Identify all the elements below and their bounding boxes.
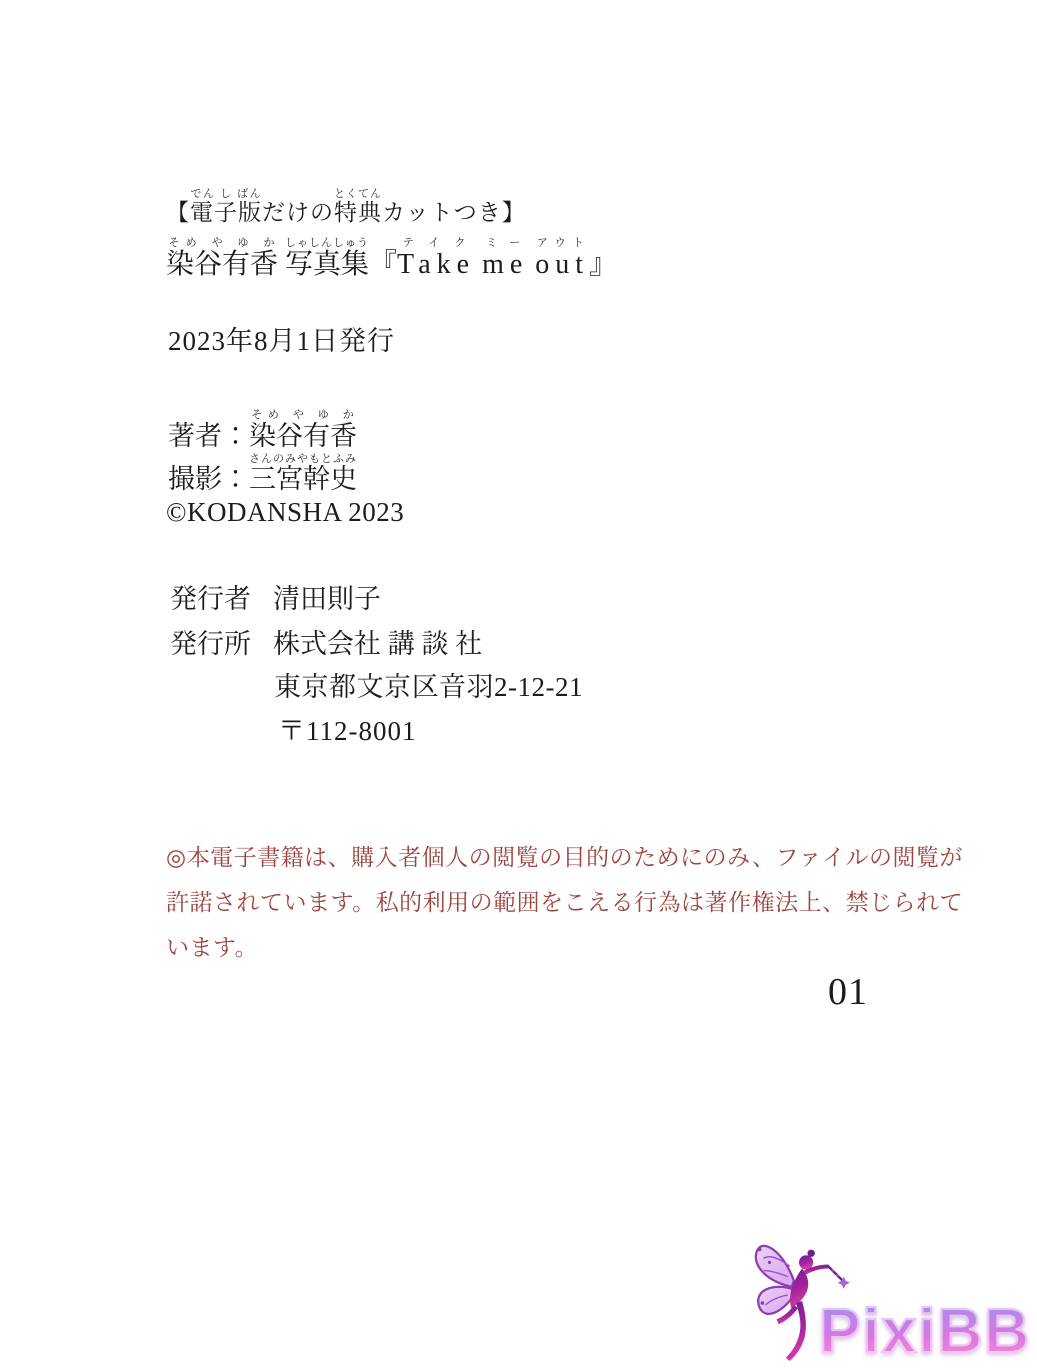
ruby-text: でん し ばん xyxy=(190,188,262,200)
notice-line: 許諾されています。私的利用の範囲をこえる行為は著作権法上、禁じられて xyxy=(166,890,964,915)
quote-close: 』 xyxy=(589,249,618,280)
ruby-text: アウト xyxy=(535,237,590,249)
author-label: 著者： xyxy=(168,421,249,451)
copyright-line: ©KODANSHA 2023 xyxy=(166,497,405,527)
space xyxy=(475,249,482,280)
ruby-segment xyxy=(249,409,357,451)
plain-segment: カットつき】 xyxy=(382,200,526,225)
photographer-name: 三宮幹史 xyxy=(249,464,357,494)
book-title xyxy=(166,237,617,281)
ruby-text: テイク xyxy=(397,237,476,249)
publisher-company-label: 発行所 xyxy=(170,629,251,659)
photographer-credit xyxy=(168,453,357,495)
notice-line: います。 xyxy=(166,935,259,960)
plain-segment: だけの xyxy=(262,200,334,225)
publisher-person-label: 発行者 xyxy=(170,584,251,614)
ruby-text: しゃしんしゅう xyxy=(285,237,370,249)
pixibb-watermark xyxy=(749,1236,1031,1366)
ruby-base: 電子版 xyxy=(190,200,262,225)
ruby-text: そめ や ゆ か xyxy=(249,409,357,421)
ruby-segment xyxy=(166,237,279,280)
publication-date: 2023年8月1日発行 xyxy=(168,326,395,356)
ruby-segment xyxy=(482,237,529,280)
copyright-notice xyxy=(166,835,963,970)
edition-note xyxy=(166,188,526,226)
ruby-text: ミー xyxy=(482,237,529,249)
bracket-open: 【 xyxy=(166,200,190,225)
page-number: 01 xyxy=(828,971,868,1013)
ruby-base: out xyxy=(535,249,590,280)
publisher-company-value: 株式会社 講 談 社 xyxy=(273,629,483,659)
ruby-segment xyxy=(397,237,476,280)
ruby-text: そめ や ゆ か xyxy=(166,237,279,249)
ruby-segment xyxy=(249,453,357,494)
quote-open: 『 xyxy=(369,249,398,280)
publisher-postal-code: 〒112-8001 xyxy=(278,716,417,746)
author-name: 染谷有香 xyxy=(249,421,357,451)
publisher-company-row xyxy=(170,629,482,660)
ruby-segment xyxy=(535,237,590,280)
ruby-segment xyxy=(190,188,262,225)
ruby-base: 写真集 xyxy=(285,249,370,280)
ruby-base: 染谷有香 xyxy=(166,249,279,280)
publisher-person-row xyxy=(170,584,381,615)
publisher-person-value: 清田則子 xyxy=(273,584,381,614)
ruby-segment xyxy=(285,237,370,280)
ruby-base: 特典 xyxy=(334,200,382,225)
ruby-segment xyxy=(334,188,382,225)
ruby-base: Take xyxy=(397,249,476,280)
notice-line: ◎本電子書籍は、購入者個人の閲覧の目的のためにのみ、ファイルの閲覧が xyxy=(166,845,963,870)
photographer-label: 撮影： xyxy=(168,464,249,494)
author-credit xyxy=(168,409,357,452)
publisher-address: 東京都文京区音羽2-12-21 xyxy=(274,672,583,702)
ruby-text: とくてん xyxy=(334,188,382,200)
space xyxy=(278,249,285,280)
pixibb-logo-text: PixiBB xyxy=(819,1297,1031,1367)
ruby-base: me xyxy=(482,249,529,280)
ruby-text: さんのみやもとふみ xyxy=(249,453,357,465)
